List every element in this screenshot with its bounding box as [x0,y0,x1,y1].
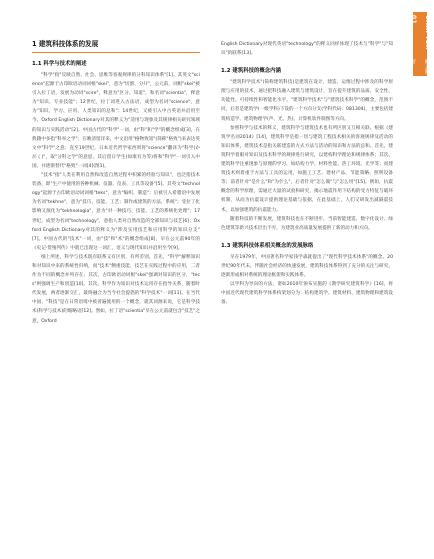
left-column [32,40,200,326]
right-column [221,40,393,307]
subsection-heading-1-3: 1.3 建筑科技体系相关概念的发展脉络 [221,242,314,249]
paragraph: 参照科学与技术的释义，建筑科学与建筑技术也有所区别又互相关联。根据《建筑学名词2014》[14]，建筑科学是指一切与建筑工程技术相关的客观规律及活动的知识体系，建筑技术是指关联建造的方式方法与活动的知识和方法的总和。首先，建筑科学着眼对知识及技术科学的规律进行研究，以建构科学理论和规律体系；其次，建筑科学注重现象与原理的学习，如结构力学、材料性能、热工环境、光学等；而建筑技术则着重于方法与工具的运用，如施工工艺、建材产品、节能策略、照明设备等；前者针对"是什么"和"为什么"，后者针对"怎么做"与"怎么用"[15]。例如，抗震概念的科学原理，需通过大量的试验和研究，揭示地震作用下结构的受力特征与破坏机制，从而为抗震设计提供理论基础与依据，在此基础上，人们又研发出减隔震技术，以加强建筑的抗震能力。 [221,125,393,213]
paragraph: "技术"指"人类在利用自然和改造自然过程中积累的经验与知识"，也泛指技术装备，即"生产中使用的各种机械、仪器、仪表、工具等设备"[5]。其英文"technology"起源于古印欧语动词词根"teks"，意为"编织、制造"；后被引入希腊语中发展为名词"tekhne"，意为"技巧、技能、工艺；制作或建筑的方法、系统"；受拉丁化影响又演化为"tekhnologia"，意为"对一种技巧、技能、工艺的系统化处理"；17世纪，成型为名词"technology"，意指人类对自然改造的全部知识与技艺[6]；Oxford English Dictionary对其的释义为"涉及实用技艺和应用科学的知识分支"[7]。中国古代的"技术"一词，由"技"和"术"的概念组成[8]，早在公元前90年的《史记·货殖列传》中就已出现这一词汇，语义与现代知识并沿用至今[9]。 [32,173,200,251]
chapter-subtitle: 概念解析 [410,58,430,74]
paragraph: 随着科技的不断发展，建筑科技也在不断进步，当前智能建造、数字化设计、绿色建筑等新兴技术层出不穷，为建筑业高质量发展提供了新的动力和方向。 [221,216,393,231]
subsection-heading-1-2: 1.2 建筑科技的概念内涵 [221,68,281,75]
chapter-tab [410,12,431,76]
paragraph: "科学"指"反映自然、社会、思维等客观规律的分科知识体系"[1]。其英文"science"起源于古印欧语动词词根"skei"，意为"切割、分开"，公元前，词根"skei"被引入拉丁语，发展为动词"scire"，释意为"区分、知道"，和名词"scientia"，释意为"知识、专业技能"；12世纪，拉丁词进入古法语，成型为名词"science"，意为"知识、学习、应用、人类知识的总和"；14世纪，又被引入中古英语并沿用至今。Oxford English Dictionary对其的释义为"适用与现象及其规律相关研究领域的知识与实践活动"[2]。中国古代的"科学"一词，由"科"和"学"的概念组成[3]，在典籍中多指"科举之学"；在晚清留洋来，中文沿用"格物致知"(简称"格致")来表达英文中"科学"之意；直至19世纪，日本近代哲学家西周将"science"翻译为"科学(かがく)"，取"分科之学"的意思，其后留日学生(如康有为等)将和"科学"一词引入中国，并逐渐替代"格致"一词[4](图1)。 [32,73,200,169]
paragraph: 细上所述，科学与技术既有联系又有区别，有所差别。首先，"科学"解释知识和对知识中来的系统性归纳，而"技术"侧重技能、技艺在实践过程中的应用，二者作为不同的概念并列存在；其次，古印欧语动词根"skei"强调对知识的区分，"tecs"则强调生产和创造[10]。其次，科学作为知识对技术运用存在指导关系，随着时代发展，两者逐渐交汇，最终融合为当今社会提倡的"科学技术"一词[11]。在当代中国，"科技"是在日常语境中被普遍使用的一个概念，就其词源来说，它是科学技术(科学与技术)的缩略语[12]。然如，拉丁语"scientia"早在公元前就包含"技艺"之意，Oxford [32,254,200,324]
chapter-label: CHAPTER 01 [410,15,431,50]
paragraph: "建筑科学技术"(简称建筑科技)是建筑在设计、建造、运维过程中涉及的科学原理与应用的技术，通过把科技融入建筑与建筑设计，旨在提升建筑的品质、安全性、功能性、可持续性和智能化水平。"建筑科学技术"与"建筑技术科学"的概念，范围不同，后者是建筑学(一级学科)下设的一个方向分支(学科代码：081304)，主要包括建筑构造学、建筑物理学(声、光、热)、计算机软件制图等方向。 [221,80,393,122]
subsection-heading-1-1: 1.1 科学与技术的阐述 [32,61,87,67]
section-heading: 1 建筑科技体系的发展 [32,40,200,53]
paragraph: 早在1979年，中国著名科学家钱学森就提出了"现代科学技术体系"的概念。20世纪90年代末，伴随社会经济的快速发展，建筑科技体系得到了充分的关注与研究，逐渐形成相对系统的理论框架和实践体系。 [221,254,393,278]
paragraph: 以学科为导向的方法，诸如2010年颁布实施的《教学研究建筑科学》[16]，将中国近代现代建筑科学体系构架划分为：结构建筑学、建筑材料、建筑物理和建筑设备。 [221,282,393,306]
paragraph-continued: English Dictionary对现代英语"technology"的释义同样体现了技术与"科学"与"知识"的联系[13]。 [221,42,393,57]
